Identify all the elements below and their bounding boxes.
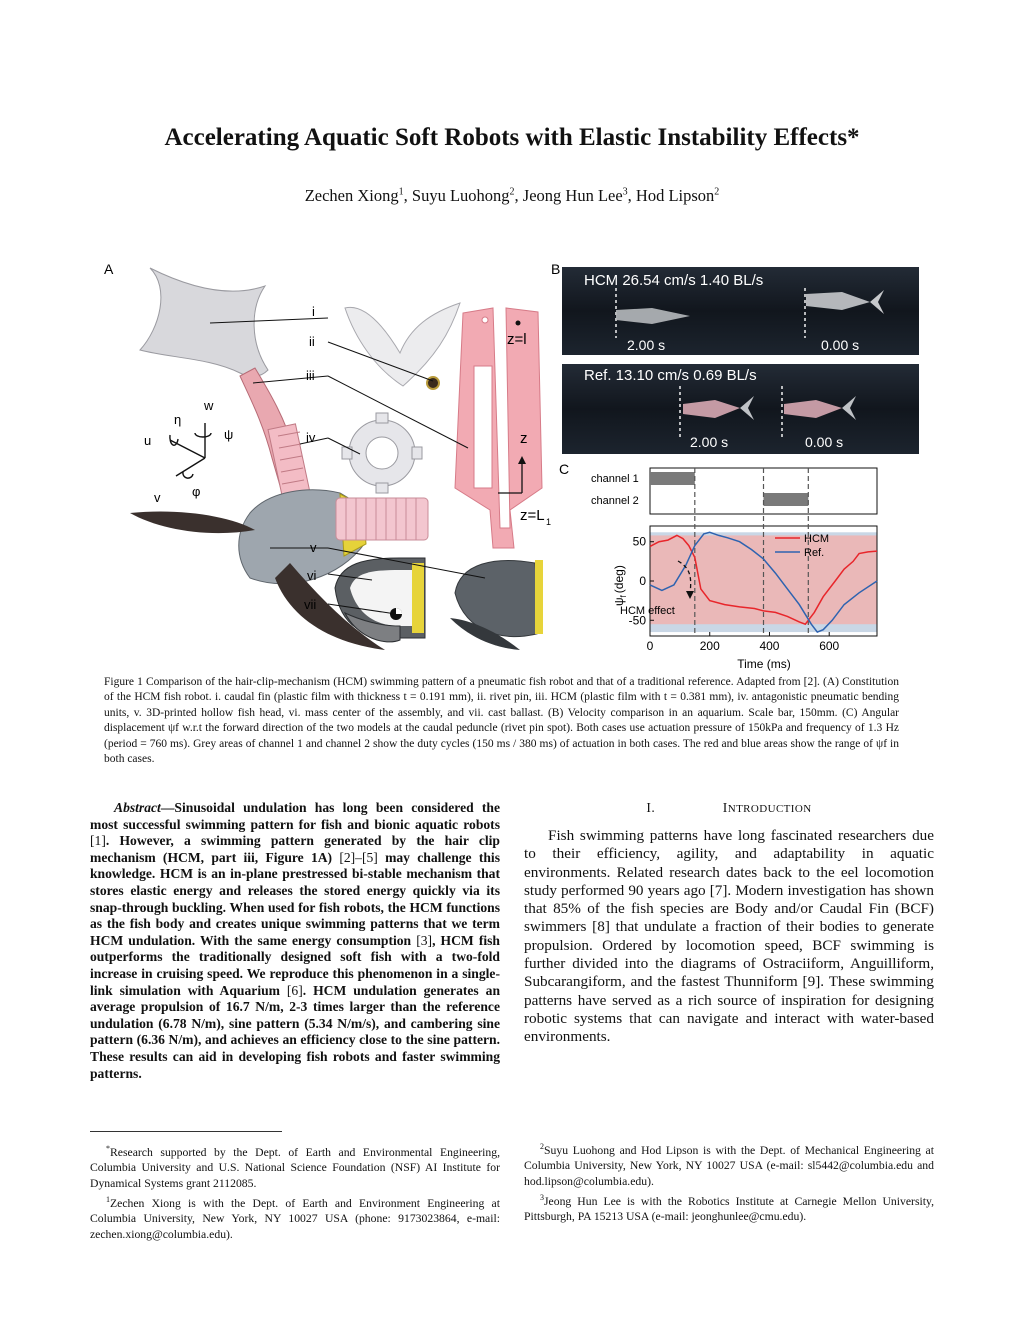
citation: [3] xyxy=(416,932,433,948)
footnote-mark: * xyxy=(106,1144,110,1153)
figure-1-graphic xyxy=(100,258,920,673)
abstract-text: may challenge this knowledge. HCM is an in-plane prestressed bi-stable mechanism that stores elastic energy and releases the stored energy quickly via its snap-through buckling. When used for fish robots, the HCM functions as the fish body and creates unique swimming patterns that we term HCM undulation. With the same energy consumption xyxy=(90,849,500,948)
label-ii: ii xyxy=(309,334,315,349)
paper-title: Accelerating Aquatic Soft Robots with Elastic Instability Effects* xyxy=(164,124,860,151)
channel-duty-bar xyxy=(764,493,809,506)
abstract-text: . HCM undulation generates an average propulsion of 16.7 N/m, 2-3 times larger than the reference undulation (6.78 N/m), sine pattern (5.34 N/m/s), and cambering sine pattern (6.36 N/m), and achieves an efficiency close to the sine pattern. These results can aid in developing fish robots and faster swimming patterns. xyxy=(90,982,501,1081)
z-top-label: z=l xyxy=(507,331,527,348)
velocity-photo-hcm xyxy=(562,267,919,355)
abstract-text: Sinusoidal undulation has long been considered the most successful swimming pattern for fish and bionic aquatic robots xyxy=(90,800,500,832)
footnote-text: Jeong Hun Lee is with the Robotics Institute at Carnegie Mellon University, Pittsburgh, PA 15213 USA (e-mail: jeonghunlee@cmu.edu). xyxy=(524,1194,934,1224)
footnote-mark: 2 xyxy=(540,1142,544,1151)
author-affiliation: 2 xyxy=(509,186,515,198)
velocity-photo-ref xyxy=(562,364,919,454)
intro-paragraph: Fish swimming patterns have long fascinated researchers due to their efficiency, agility, and adaptability in aquatic environments. Related research dates back to the eel locomotion study performed 90 years ago [7]. Modern investigation has shown that 85% of the fish species are Body and/or Caudal Fin (BCF) swimmers [8] that undulate a fraction of their bodies to generate propulsion. Ordered by locomotion speed, BCF swimming is further divided into the diagrams of Ostraciiform, Anguilliform, Subcarangiform, and the fastest Thunniform [9]. These swimming patterns have served as a rich source of inspiration for designing robotic systems that can navigate and interact with water-based environments. xyxy=(524,827,934,1046)
figure-1 xyxy=(100,258,920,673)
citation: [1] xyxy=(90,833,106,849)
label-iii: iii xyxy=(306,368,315,383)
channel-1-label: channel 1 xyxy=(591,473,639,485)
legend-label: HCM xyxy=(804,533,830,545)
axis-eta-label: η xyxy=(174,412,182,427)
hcm-effect-annotation: HCM effect xyxy=(620,605,675,617)
footnote-mark: 1 xyxy=(106,1194,110,1204)
axis-u-label: u xyxy=(144,433,152,448)
pectoral-fin-left-illustration xyxy=(130,512,255,534)
citation: [2]–[5] xyxy=(339,849,378,865)
figure-caption: Figure 1 Comparison of the hair-clip-mechanism (HCM) swimming pattern of a pneumatic fish robot and that of a traditional reference. Adapted from [2]. (A) Constitution of the HCM fish robot. i. caudal fin (plastic film with thickness t = 0.191 mm), ii. rivet pin, iii. HCM (plastic film with t = 0.381 mm), iv. antagonistic pneumatic bending units, v. 3D-printed hollow fish head, vi. mass center of the assembly, and vii. cast ballast. (B) Velocity comparison in an aquarium. Scale bar, 150mm. (C) Angular displacement ψf w.r.t the forward direction of the two models at the caudal peduncle (rivet pin spot). Both cases use actuation pressure of 150kPa and frequency of 1.3 Hz (period = 760 ms). Grey areas of channel 1 and channel 2 show the duty cycles (150 ms / 380 ms) of actuation in both cases. The red and blue areas show the range of ψf in both cases. xyxy=(104,676,899,766)
caudal-fin-part-i xyxy=(345,303,460,386)
author-name: Zechen Xiong xyxy=(304,186,399,205)
abstract-dash: — xyxy=(160,800,175,815)
hcm-velocity-label: HCM 26.54 cm/s 1.40 BL/s xyxy=(584,272,764,289)
section-title-rest: NTRODUCTION xyxy=(727,803,812,815)
channel-duty-bar xyxy=(650,472,695,485)
footnote-mark: 3 xyxy=(540,1192,544,1202)
abstract-text: , HCM fish outperforms the traditionally designed soft fish with a two-fold increase in cruising speed. We reproduce this phenomenon in a single-link simulation with Aquarium xyxy=(90,932,500,998)
label-vii: vii xyxy=(304,597,317,612)
ref-time-label-1: 2.00 s xyxy=(690,434,729,450)
z-axis-label: z xyxy=(520,430,528,447)
axis-v-label: v xyxy=(154,490,161,505)
hcm-time-label-2: 0.00 s xyxy=(821,337,860,353)
abstract-text: . However, a swimming pattern generated by the hair clip mechanism (HCM, part iii, Figure 1A) xyxy=(90,833,500,865)
y-axis-label-subscript: f xyxy=(619,595,628,598)
bending-units-illustration xyxy=(268,424,310,498)
ref-velocity-label: Ref. 13.10 cm/s 0.69 BL/s xyxy=(584,367,757,384)
footnote-text: Suyu Luohong and Hod Lipson is with the Dept. of Mechanical Engineering at Columbia University, New York, NY 10027 USA (e-mail: sl5442@columbia.edu and hod.lipson@columbia.edu). xyxy=(524,1143,934,1189)
label-vi: vi xyxy=(307,568,317,583)
coordinate-axes xyxy=(170,423,211,478)
footnotes-left xyxy=(90,1141,500,1242)
legend-label: Ref. xyxy=(804,547,825,559)
channel-2-label: channel 2 xyxy=(591,495,639,507)
label-v: v xyxy=(310,540,317,555)
author-affiliation: 1 xyxy=(398,186,404,198)
y-axis-label xyxy=(612,565,628,606)
y-tick-label: -50 xyxy=(628,613,646,628)
y-axis-label-unit: (deg) xyxy=(612,565,626,594)
x-tick-label: 600 xyxy=(819,639,840,653)
axis-phi-label: φ xyxy=(192,484,201,499)
axis-w-label: w xyxy=(204,398,214,413)
x-tick-label: 400 xyxy=(759,639,780,653)
rivet-pin-part-ii xyxy=(427,377,439,389)
footnote-rule xyxy=(90,1131,282,1132)
y-tick-label: 0 xyxy=(639,574,646,588)
hcm-time-label-1: 2.00 s xyxy=(627,337,666,353)
z-bottom-subscript: 1 xyxy=(546,517,552,527)
footnotes-right xyxy=(524,1139,934,1225)
author-list: Zechen Xiong$^1$, Suyu Luohong$^2$, Jeong Hun Lee$^3$, Hod Lipson$^2$ xyxy=(304,186,720,205)
abstract xyxy=(90,800,500,1082)
pneumatic-bellows-part-iv xyxy=(336,498,428,540)
axis-psi-label: ψ xyxy=(224,427,234,442)
label-i: i xyxy=(312,304,315,319)
bending-unit-ring-part-iv xyxy=(342,413,422,493)
author-affiliation: 2 xyxy=(714,186,720,198)
caudal-fin-illustration xyxy=(140,268,268,376)
ref-time-label-2: 0.00 s xyxy=(805,434,844,450)
panel-letter-a: A xyxy=(104,261,114,277)
author-name: Suyu Luohong xyxy=(411,186,510,205)
section-title-initial: I xyxy=(722,800,728,815)
panel-letter-c: C xyxy=(559,461,570,477)
section-heading xyxy=(524,800,934,818)
x-tick-label: 0 xyxy=(646,639,654,653)
footnote-text: Research supported by the Dept. of Earth and Environmental Engineering, Columbia University and U.S. National Science Foundation (NSF) AI Institute for Dynamical Systems grant 2112085. xyxy=(90,1145,500,1191)
abstract-lead: Abstract xyxy=(114,800,161,815)
y-axis-label-symbol: ψ xyxy=(612,597,626,606)
author-name: Hod Lipson xyxy=(635,186,715,205)
x-axis-label: Time (ms) xyxy=(737,657,791,671)
section-number: I. xyxy=(646,800,656,815)
footnote-text: Zechen Xiong is with the Dept. of Earth and Environment Engineering at Columbia University, New York, NY 10027 USA (phone: 9173023864, e-mail: zechen.xiong@columbia.edu). xyxy=(90,1196,500,1241)
author-name: Jeong Hun Lee xyxy=(522,186,623,205)
citation: [6] xyxy=(286,982,303,998)
label-iv: iv xyxy=(306,430,316,445)
panel-letter-b: B xyxy=(551,261,561,277)
z-bottom-label: z=L xyxy=(520,507,545,524)
x-tick-label: 200 xyxy=(699,639,720,653)
author-affiliation: 3 xyxy=(622,186,628,198)
y-tick-label: 50 xyxy=(632,534,646,549)
